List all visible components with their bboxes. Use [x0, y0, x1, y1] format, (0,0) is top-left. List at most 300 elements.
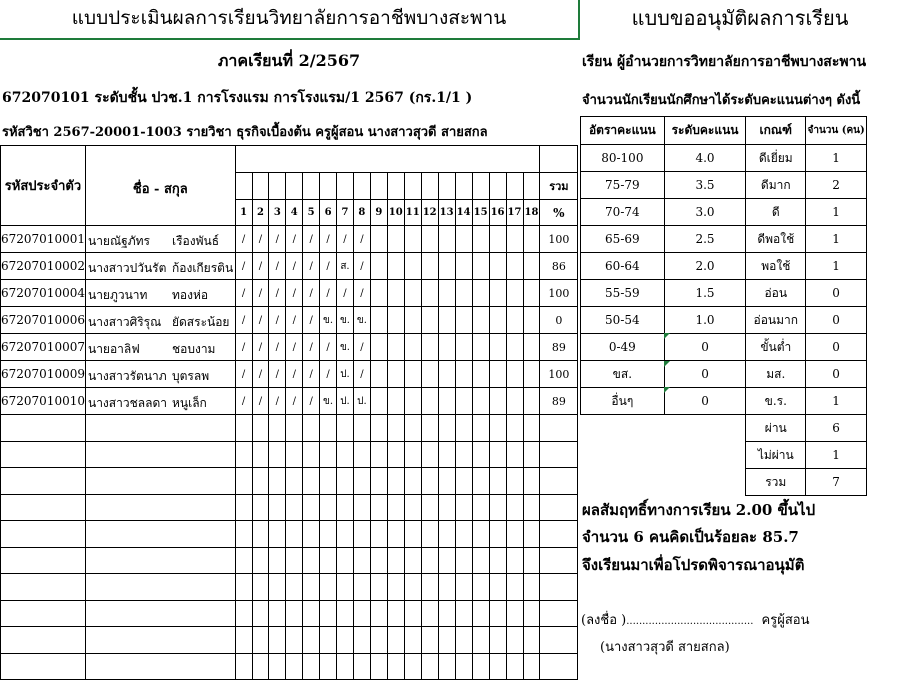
attendance-mark	[370, 280, 387, 307]
empty-cell	[438, 653, 455, 680]
student-surname: บุตรลพ	[172, 367, 209, 386]
attendance-mark	[472, 280, 489, 307]
empty-cell	[472, 415, 489, 442]
student-percent: 100	[540, 361, 578, 388]
attendance-mark: /	[303, 388, 320, 415]
empty-cell	[438, 415, 455, 442]
empty-cell	[269, 653, 286, 680]
attendance-mark: /	[286, 253, 303, 280]
empty-cell	[85, 521, 235, 548]
attendance-mark: ข.	[320, 388, 337, 415]
attendance-mark	[421, 280, 438, 307]
attendance-mark: /	[252, 388, 269, 415]
empty-cell	[1, 627, 86, 654]
empty-cell	[353, 627, 370, 654]
empty-cell	[269, 574, 286, 601]
attendance-mark	[506, 226, 523, 253]
blank-cell	[581, 415, 665, 442]
empty-cell	[438, 627, 455, 654]
summary-row	[581, 415, 867, 442]
stats-cell: 80-100	[581, 145, 665, 172]
summary-row	[581, 469, 867, 496]
empty-cell	[455, 574, 472, 601]
empty-cell	[1, 574, 86, 601]
attendance-grid	[0, 145, 579, 680]
empty-cell	[303, 494, 320, 521]
attendance-mark: ป.	[353, 388, 370, 415]
attendance-mark	[506, 334, 523, 361]
empty-cell	[489, 468, 506, 495]
stats-row	[581, 145, 867, 172]
empty-cell	[387, 441, 404, 468]
week-number: 9	[370, 200, 387, 226]
attendance-mark: /	[303, 334, 320, 361]
empty-cell	[353, 494, 370, 521]
empty-cell	[235, 627, 252, 654]
empty-cell	[269, 415, 286, 442]
empty-cell	[387, 574, 404, 601]
empty-cell	[438, 547, 455, 574]
student-percent: 0	[540, 307, 578, 334]
attendance-mark: /	[286, 388, 303, 415]
week-number: 7	[337, 200, 354, 226]
empty-cell	[303, 574, 320, 601]
grid-right-edge	[578, 146, 579, 680]
attendance-mark: /	[337, 226, 354, 253]
attendance-mark: /	[269, 388, 286, 415]
attendance-mark	[489, 361, 506, 388]
week-number: 4	[286, 200, 303, 226]
attendance-mark	[438, 334, 455, 361]
attendance-mark	[438, 361, 455, 388]
empty-cell	[370, 494, 387, 521]
empty-cell	[85, 574, 235, 601]
empty-cell	[421, 468, 438, 495]
empty-cell	[387, 547, 404, 574]
student-percent: 100	[540, 226, 578, 253]
empty-cell	[85, 547, 235, 574]
stats-row	[581, 334, 867, 361]
empty-cell	[387, 415, 404, 442]
empty-cell	[1, 521, 86, 548]
student-id: 67207010010	[1, 388, 86, 415]
attendance-mark: /	[269, 307, 286, 334]
table-row	[1, 307, 580, 334]
empty-cell	[337, 574, 354, 601]
empty-cell	[353, 468, 370, 495]
signature-line	[581, 609, 809, 630]
stats-row	[581, 280, 867, 307]
week-number: 10	[387, 200, 404, 226]
student-name-cell	[85, 226, 235, 253]
blank-cell	[664, 469, 746, 496]
table-row	[1, 280, 580, 307]
attendance-mark	[421, 361, 438, 388]
empty-cell	[1, 653, 86, 680]
empty-cell	[286, 653, 303, 680]
empty-cell	[387, 494, 404, 521]
empty-cell	[421, 653, 438, 680]
empty-cell	[489, 521, 506, 548]
empty-cell	[472, 494, 489, 521]
empty-cell	[320, 574, 337, 601]
empty-cell	[235, 653, 252, 680]
empty-cell	[404, 468, 421, 495]
empty-cell	[472, 547, 489, 574]
empty-cell	[85, 415, 235, 442]
empty-row	[1, 441, 580, 468]
student-id: 67207010004	[1, 280, 86, 307]
empty-cell	[387, 653, 404, 680]
empty-cell	[303, 547, 320, 574]
table-row	[1, 361, 580, 388]
week-number: 18	[523, 200, 540, 226]
attendance-mark	[438, 280, 455, 307]
total-header: รวม	[540, 173, 578, 200]
stats-cell: มส.	[746, 361, 806, 388]
empty-cell	[303, 627, 320, 654]
empty-cell	[353, 441, 370, 468]
empty-cell	[353, 600, 370, 627]
attendance-mark	[523, 226, 540, 253]
week-blank-cell	[269, 173, 286, 200]
empty-cell	[303, 415, 320, 442]
attendance-mark	[438, 307, 455, 334]
attendance-mark	[489, 280, 506, 307]
attendance-mark	[438, 388, 455, 415]
empty-cell	[523, 574, 540, 601]
attendance-mark: /	[303, 253, 320, 280]
empty-cell	[387, 521, 404, 548]
attendance-mark	[489, 253, 506, 280]
week-number: 15	[472, 200, 489, 226]
week-number: 5	[303, 200, 320, 226]
attendance-mark: /	[252, 361, 269, 388]
empty-cell	[337, 494, 354, 521]
empty-cell	[252, 441, 269, 468]
empty-cell	[489, 574, 506, 601]
student-percent: 89	[540, 388, 578, 415]
empty-cell	[370, 468, 387, 495]
student-name-cell	[85, 361, 235, 388]
empty-cell	[235, 547, 252, 574]
attendance-mark	[438, 226, 455, 253]
attendance-mark	[523, 253, 540, 280]
stats-cell: 1.5	[664, 280, 746, 307]
attendance-mark: /	[235, 307, 252, 334]
empty-cell	[506, 441, 523, 468]
attendance-mark	[489, 334, 506, 361]
stats-cell: อ่อนมาก	[746, 307, 806, 334]
attendance-mark: /	[235, 280, 252, 307]
attendance-mark: /	[303, 307, 320, 334]
empty-cell	[506, 494, 523, 521]
empty-cell	[438, 494, 455, 521]
empty-cell	[1, 600, 86, 627]
stats-cell: ดีพอใช้	[746, 226, 806, 253]
empty-cell	[353, 653, 370, 680]
student-surname: ยัดสระน้อย	[172, 313, 229, 332]
empty-cell	[387, 627, 404, 654]
attendance-mark: /	[269, 280, 286, 307]
summary-row	[581, 442, 867, 469]
attendance-mark: /	[252, 307, 269, 334]
attendance-mark	[404, 334, 421, 361]
blank-cell	[581, 442, 665, 469]
attendance-mark	[523, 280, 540, 307]
empty-cell	[523, 468, 540, 495]
signature-role: ครูผู้สอน	[761, 613, 810, 628]
empty-cell	[370, 600, 387, 627]
teacher-name: (นางสาวสุวดี สายสกล)	[600, 640, 730, 655]
empty-cell	[472, 653, 489, 680]
empty-row	[1, 521, 580, 548]
student-name-cell	[85, 334, 235, 361]
student-name-cell	[85, 253, 235, 280]
attendance-mark: /	[337, 280, 354, 307]
attendance-mark	[523, 307, 540, 334]
empty-cell	[489, 415, 506, 442]
week-number: 13	[438, 200, 455, 226]
student-surname: ทองห่อ	[172, 286, 208, 305]
empty-cell	[455, 600, 472, 627]
attendance-mark: /	[303, 361, 320, 388]
total-header-blank	[540, 146, 578, 173]
empty-cell	[455, 653, 472, 680]
stats-cell: 1	[806, 145, 867, 172]
empty-cell	[370, 521, 387, 548]
week-blank-cell	[506, 173, 523, 200]
student-first-name: นางสาวชลลดา	[87, 396, 167, 410]
stats-cell: ดี	[746, 199, 806, 226]
week-blank-cell	[489, 173, 506, 200]
stats-cell: 55-59	[581, 280, 665, 307]
attendance-mark: /	[269, 226, 286, 253]
empty-cell	[370, 627, 387, 654]
student-first-name: นางสาวปวันรัต	[87, 261, 167, 275]
empty-row	[1, 415, 580, 442]
approval-line-1: ผลสัมฤทธิ์ทางการเรียน 2.00 ขึ้นไป	[582, 501, 816, 519]
week-blank-cell	[404, 173, 421, 200]
week-number: 6	[320, 200, 337, 226]
empty-cell	[455, 494, 472, 521]
empty-cell	[353, 547, 370, 574]
attendance-mark	[489, 226, 506, 253]
attendance-mark	[472, 334, 489, 361]
stats-cell: 75-79	[581, 172, 665, 199]
week-number: 3	[269, 200, 286, 226]
stats-cell: 0	[664, 334, 746, 361]
blank-cell	[581, 469, 665, 496]
stats-header: เกณฑ์	[746, 117, 806, 145]
empty-cell	[320, 547, 337, 574]
week-blank-cell	[320, 173, 337, 200]
signature-dots: ........................................	[626, 616, 754, 627]
signature-prefix: (ลงชื่อ )	[581, 613, 627, 628]
to-director: เรียน ผู้อำนวยการวิทยาลัยการอาชีพบางสะพาน	[582, 54, 867, 70]
attendance-mark	[421, 226, 438, 253]
empty-cell	[1, 415, 86, 442]
student-first-name: นายภูวนาท	[87, 288, 148, 302]
stats-cell: 1	[806, 226, 867, 253]
stats-cell: 4.0	[664, 145, 746, 172]
week-number: 11	[404, 200, 421, 226]
empty-cell	[269, 441, 286, 468]
empty-cell	[540, 600, 578, 627]
empty-cell	[252, 653, 269, 680]
attendance-mark	[472, 307, 489, 334]
empty-cell	[455, 547, 472, 574]
attendance-mark	[421, 307, 438, 334]
attendance-mark: /	[252, 226, 269, 253]
empty-cell	[235, 494, 252, 521]
stats-row	[581, 253, 867, 280]
week-blank-cell	[387, 173, 404, 200]
attendance-mark: /	[252, 253, 269, 280]
attendance-mark	[455, 361, 472, 388]
attendance-mark: /	[303, 280, 320, 307]
empty-cell	[421, 441, 438, 468]
empty-cell	[286, 627, 303, 654]
attendance-mark: /	[286, 226, 303, 253]
summary-value: 1	[806, 442, 867, 469]
stats-cell: 50-54	[581, 307, 665, 334]
attendance-mark: /	[286, 334, 303, 361]
stats-cell: 2	[806, 172, 867, 199]
empty-row	[1, 547, 580, 574]
empty-cell	[235, 521, 252, 548]
empty-cell	[455, 441, 472, 468]
empty-cell	[523, 415, 540, 442]
student-percent: 86	[540, 253, 578, 280]
week-number: 1	[235, 200, 252, 226]
empty-cell	[421, 521, 438, 548]
empty-cell	[252, 600, 269, 627]
grid-header-row	[1, 146, 580, 173]
empty-cell	[404, 521, 421, 548]
empty-cell	[540, 468, 578, 495]
empty-cell	[320, 521, 337, 548]
empty-cell	[269, 494, 286, 521]
empty-cell	[387, 600, 404, 627]
attendance-mark	[370, 361, 387, 388]
stats-row	[581, 388, 867, 415]
empty-cell	[523, 521, 540, 548]
empty-cell	[269, 521, 286, 548]
attendance-mark: /	[286, 307, 303, 334]
week-blank-cell	[303, 173, 320, 200]
week-blank-cell	[370, 173, 387, 200]
empty-row	[1, 494, 580, 521]
approval-line-2: จำนวน 6 คนคิดเป็นร้อยละ 85.7	[582, 528, 799, 546]
class-info: 672070101 ระดับชั้น ปวช.1 การโรงแรม การโรงแรม/1 2567 (กร.1/1 )	[2, 90, 473, 106]
attendance-mark	[506, 280, 523, 307]
empty-cell	[489, 494, 506, 521]
summary-value: 6	[806, 415, 867, 442]
empty-cell	[286, 600, 303, 627]
empty-cell	[337, 468, 354, 495]
empty-cell	[523, 547, 540, 574]
empty-cell	[286, 521, 303, 548]
empty-cell	[404, 547, 421, 574]
student-surname: ชอบงาม	[172, 340, 215, 359]
empty-cell	[489, 600, 506, 627]
empty-cell	[438, 574, 455, 601]
table-row	[1, 226, 580, 253]
empty-cell	[421, 547, 438, 574]
attendance-mark: /	[286, 361, 303, 388]
empty-cell	[303, 441, 320, 468]
student-percent: 89	[540, 334, 578, 361]
attendance-mark	[472, 253, 489, 280]
empty-cell	[506, 521, 523, 548]
week-blank-cell	[455, 173, 472, 200]
week-blank-cell	[337, 173, 354, 200]
empty-cell	[337, 627, 354, 654]
attendance-mark	[387, 388, 404, 415]
empty-cell	[1, 547, 86, 574]
empty-cell	[540, 547, 578, 574]
semester-label: ภาคเรียนที่ 2/2567	[217, 51, 361, 70]
empty-cell	[489, 441, 506, 468]
week-number: 8	[353, 200, 370, 226]
empty-cell	[455, 468, 472, 495]
attendance-mark: /	[235, 361, 252, 388]
empty-cell	[235, 600, 252, 627]
empty-cell	[235, 441, 252, 468]
empty-cell	[235, 415, 252, 442]
empty-row	[1, 600, 580, 627]
stats-header: อัตราคะแนน	[581, 117, 665, 145]
empty-cell	[303, 653, 320, 680]
empty-cell	[523, 600, 540, 627]
student-id: 67207010007	[1, 334, 86, 361]
empty-cell	[269, 600, 286, 627]
empty-cell	[404, 600, 421, 627]
week-blank-cell	[353, 173, 370, 200]
empty-cell	[235, 574, 252, 601]
empty-cell	[404, 494, 421, 521]
stats-row	[581, 226, 867, 253]
empty-cell	[353, 574, 370, 601]
empty-cell	[506, 653, 523, 680]
stats-cell: 1.0	[664, 307, 746, 334]
attendance-mark	[506, 253, 523, 280]
empty-cell	[320, 627, 337, 654]
attendance-mark: /	[353, 280, 370, 307]
empty-cell	[1, 494, 86, 521]
attendance-mark: /	[252, 334, 269, 361]
student-first-name: นางสาวศิริรุณ	[87, 315, 162, 329]
stats-cell: ดีเยี่ยม	[746, 145, 806, 172]
stats-header: จำนวน (คน)	[806, 117, 867, 145]
weeks-header-blank	[235, 146, 540, 173]
empty-cell	[370, 653, 387, 680]
empty-cell	[540, 653, 578, 680]
stats-cell: 0	[806, 361, 867, 388]
student-surname: ก้องเกียรติน	[172, 259, 233, 278]
attendance-mark: /	[320, 361, 337, 388]
stats-cell: 1	[806, 388, 867, 415]
attendance-mark	[387, 307, 404, 334]
empty-cell	[286, 574, 303, 601]
week-blank-cell	[252, 173, 269, 200]
stats-cell: 1	[806, 253, 867, 280]
attendance-mark	[404, 388, 421, 415]
attendance-mark	[455, 226, 472, 253]
stats-cell: ข.ร.	[746, 388, 806, 415]
week-blank-cell	[438, 173, 455, 200]
